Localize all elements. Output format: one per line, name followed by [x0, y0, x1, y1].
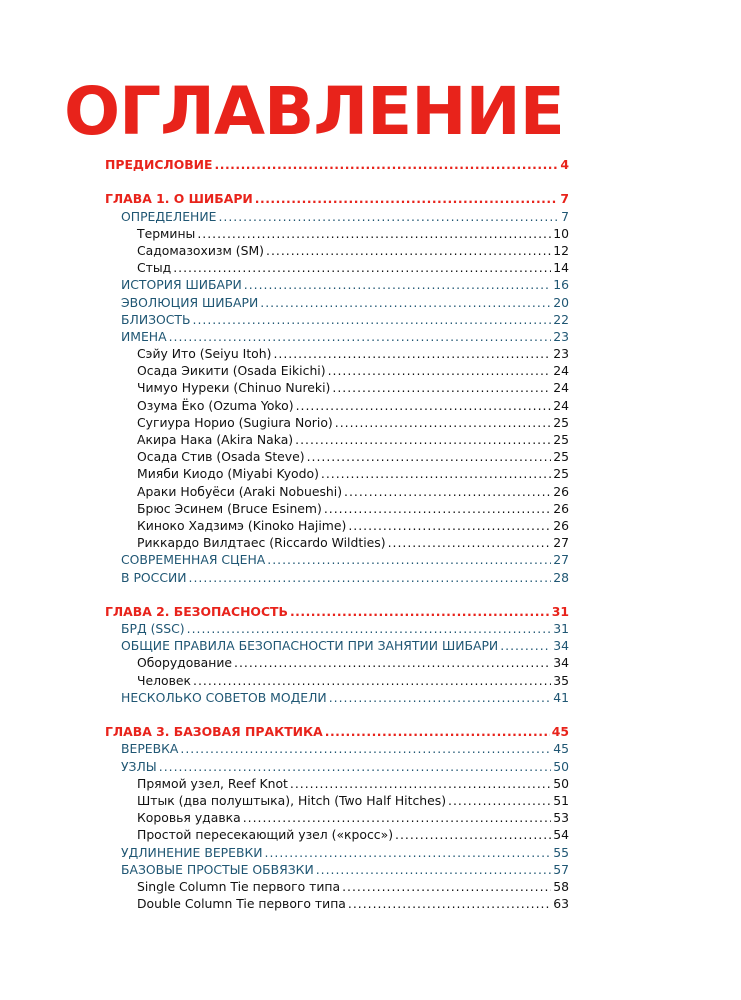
dot-leader: [218, 208, 559, 225]
dot-leader: [348, 895, 551, 912]
toc-page-number: 24: [553, 363, 569, 379]
toc-entry-title: Садомазохизм (SM): [137, 242, 264, 258]
dot-leader: [348, 517, 551, 534]
toc-entry-title: БАЗОВЫЕ ПРОСТЫЕ ОБВЯЗКИ: [121, 861, 314, 877]
toc-section[interactable]: [105, 689, 569, 706]
toc-entry-title: Прямой узел, Reef Knot: [137, 775, 288, 791]
toc-subsection[interactable]: [105, 654, 569, 671]
toc-entry-title: Сэйу Ито (Seiyu Itoh): [137, 346, 272, 362]
toc-section[interactable]: [105, 569, 569, 586]
toc-page-number: 51: [553, 792, 569, 808]
toc-page-number: 63: [553, 896, 569, 912]
toc-entry-title: ОПРЕДЕЛЕНИЕ: [121, 208, 217, 224]
toc-page-number: 10: [553, 225, 569, 241]
dot-leader: [296, 397, 552, 414]
toc-page-number: 31: [553, 621, 569, 637]
toc-entry-title: Риккардо Вилдтаес (Riccardo Wildties): [137, 535, 386, 551]
dot-leader: [189, 569, 552, 586]
toc-page-number: 45: [553, 741, 569, 757]
toc-section[interactable]: [105, 620, 569, 637]
toc-subsection[interactable]: [105, 534, 569, 551]
toc-entry-title: Киноко Хадзимэ (Kinoko Hajime): [137, 517, 347, 533]
toc-page-number: 20: [553, 294, 569, 310]
toc-section-definition[interactable]: [105, 208, 569, 225]
dot-leader: [342, 878, 551, 895]
toc-subsection[interactable]: [105, 362, 569, 379]
toc-section[interactable]: [105, 861, 569, 878]
toc-subsection[interactable]: [105, 517, 569, 534]
dot-leader: [329, 689, 552, 706]
toc-page-number: 4: [560, 157, 569, 172]
toc-page-number: 27: [553, 552, 569, 568]
toc-entry-title: Брюс Эсинем (Bruce Esinem): [137, 500, 322, 516]
dot-leader: [332, 379, 551, 396]
toc-subsection[interactable]: [105, 483, 569, 500]
toc-page-number: 45: [551, 724, 569, 740]
toc-page-number: 53: [553, 810, 569, 826]
toc-entry-title: ГЛАВА 3. БАЗОВАЯ ПРАКТИКА: [105, 724, 323, 740]
toc-page-number: 14: [553, 260, 569, 276]
toc-entry-title: ВЕРЕВКА: [121, 741, 179, 757]
toc-entry-title: БРД (SSC): [121, 621, 185, 637]
toc-page-number: 41: [553, 689, 569, 705]
toc-entry-title: Простой пересекающий узел («кросс»): [137, 827, 394, 843]
dot-leader: [316, 861, 552, 878]
dot-leader: [197, 225, 551, 242]
toc-subsection[interactable]: [105, 414, 569, 431]
dot-leader: [187, 620, 552, 637]
toc-page-number: 57: [553, 861, 569, 877]
dot-leader: [193, 311, 552, 328]
toc-page-number: 23: [553, 346, 569, 362]
toc-subsection[interactable]: [105, 895, 569, 912]
toc-entry-title: ОБЩИЕ ПРАВИЛА БЕЗОПАСНОСТИ ПРИ ЗАНЯТИИ ШИБАРИ: [121, 638, 499, 654]
dot-leader: [395, 826, 551, 843]
dot-leader: [290, 603, 550, 620]
table-of-contents: [105, 156, 569, 912]
toc-section[interactable]: [105, 844, 569, 861]
toc-page-number: 12: [553, 242, 569, 258]
toc-page-number: 7: [560, 191, 569, 207]
toc-page-number: 24: [553, 380, 569, 396]
toc-section[interactable]: [105, 551, 569, 568]
toc-page-number: 28: [553, 569, 569, 585]
toc-entry-preface[interactable]: [105, 156, 569, 173]
toc-page-number: 50: [553, 758, 569, 774]
toc-entry-title: Double Column Tie первого типа: [137, 896, 346, 912]
spacer: [105, 586, 569, 603]
dot-leader: [173, 259, 551, 276]
toc-entry-title: Акира Нака (Akira Naka): [137, 432, 294, 447]
dot-leader: [265, 844, 552, 861]
toc-entry-title: Мияби Киодо (Miyabi Kyodo): [137, 466, 319, 482]
toc-page-number: 34: [553, 655, 569, 671]
toc-entry-title: УЗЛЫ: [121, 758, 157, 774]
dot-leader: [388, 534, 552, 551]
toc-page-number: 24: [553, 397, 569, 413]
toc-subsection[interactable]: [105, 431, 569, 448]
toc-section[interactable]: [105, 276, 569, 293]
toc-entry-title: ПРЕДИСЛОВИЕ: [105, 157, 213, 172]
toc-entry-title: Осада Стив (Osada Steve): [137, 449, 305, 465]
dot-leader: [321, 465, 551, 482]
dot-leader: [180, 740, 551, 757]
dot-leader: [193, 672, 551, 689]
toc-subsection[interactable]: [105, 878, 569, 895]
toc-page-number: 27: [553, 535, 569, 551]
toc-subsection[interactable]: [105, 379, 569, 396]
toc-entry-title: Осада Эикити (Osada Eikichi): [137, 363, 326, 379]
toc-section[interactable]: [105, 294, 569, 311]
toc-chapter-2[interactable]: [105, 603, 569, 620]
toc-entry-title: Оборудование: [137, 655, 232, 671]
toc-entry-title: Озума Ёко (Ozuma Yoko): [137, 397, 294, 413]
toc-entry-title: Single Column Tie первого типа: [137, 878, 341, 894]
dot-leader: [324, 500, 551, 517]
dot-leader: [325, 723, 550, 740]
dot-leader: [328, 362, 552, 379]
toc-section[interactable]: [105, 328, 569, 345]
toc-page-number: 25: [553, 449, 569, 465]
dot-leader: [344, 483, 551, 500]
toc-page-number: 25: [553, 432, 569, 447]
toc-page-number: 34: [553, 638, 569, 654]
toc-subsection[interactable]: [105, 672, 569, 689]
toc-page-number: 31: [551, 603, 569, 619]
dot-leader: [307, 448, 552, 465]
toc-entry-title: ГЛАВА 1. О ШИБАРИ: [105, 191, 253, 207]
toc-page-number: 23: [553, 328, 569, 344]
toc-page-number: 50: [553, 775, 569, 791]
toc-page-number: 54: [553, 827, 569, 843]
toc-entry-title: Стыд: [137, 260, 172, 276]
toc-subsection[interactable]: [105, 448, 569, 465]
toc-section[interactable]: [105, 311, 569, 328]
toc-entry-title: Араки Нобуёси (Araki Nobueshi): [137, 483, 343, 499]
toc-page-number: 26: [553, 517, 569, 533]
dot-leader: [215, 156, 559, 173]
toc-subsection[interactable]: [105, 225, 569, 242]
toc-section[interactable]: [105, 740, 569, 757]
toc-entry-title: ИМЕНА: [121, 328, 167, 344]
toc-subsection[interactable]: [105, 500, 569, 517]
toc-entry-title: В РОССИИ: [121, 569, 187, 585]
toc-page-number: 55: [553, 844, 569, 860]
toc-section[interactable]: [105, 758, 569, 775]
dot-leader: [260, 294, 551, 311]
toc-entry-title: БЛИЗОСТЬ: [121, 311, 191, 327]
toc-entry-title: Коровья удавка: [137, 810, 241, 826]
dot-leader: [244, 276, 551, 293]
toc-subsection[interactable]: [105, 775, 569, 792]
dot-leader: [243, 809, 552, 826]
toc-subsection[interactable]: [105, 242, 569, 259]
toc-subsection[interactable]: [105, 809, 569, 826]
toc-subsection[interactable]: [105, 826, 569, 843]
toc-page-number: 22: [553, 311, 569, 327]
dot-leader: [448, 792, 551, 809]
toc-chapter-3[interactable]: [105, 723, 569, 740]
toc-page-number: 25: [553, 466, 569, 482]
dot-leader: [267, 551, 551, 568]
toc-page-number: 26: [553, 500, 569, 516]
dot-leader: [159, 758, 551, 775]
toc-chapter-1[interactable]: [105, 190, 569, 207]
toc-entry-title: НЕСКОЛЬКО СОВЕТОВ МОДЕЛИ: [121, 689, 327, 705]
toc-entry-title: ЭВОЛЮЦИЯ ШИБАРИ: [121, 294, 259, 310]
toc-page-number: 7: [561, 208, 569, 224]
page-title: ОГЛАВЛЕНИЕ: [64, 73, 564, 150]
toc-subsection[interactable]: [105, 397, 569, 414]
dot-leader: [295, 431, 551, 448]
toc-subsection[interactable]: [105, 465, 569, 482]
toc-entry-title: Чимуо Нуреки (Chinuo Nureki): [137, 380, 331, 396]
toc-entry-title: ГЛАВА 2. БЕЗОПАСНОСТЬ: [105, 603, 288, 619]
toc-page-number: 16: [553, 277, 569, 293]
dot-leader: [234, 654, 551, 671]
spacer: [105, 706, 569, 723]
toc-entry-title: ИСТОРИЯ ШИБАРИ: [121, 277, 242, 293]
toc-entry-title: Сугиура Норио (Sugiura Norio): [137, 414, 333, 430]
toc-page-number: 35: [553, 672, 569, 688]
dot-leader: [335, 414, 551, 431]
toc-entry-title: СОВРЕМЕННАЯ СЦЕНА: [121, 552, 266, 568]
toc-section[interactable]: [105, 637, 569, 654]
toc-page-number: 58: [553, 878, 569, 894]
toc-subsection[interactable]: [105, 259, 569, 276]
toc-entry-title: Человек: [137, 672, 192, 688]
toc-subsection[interactable]: [105, 345, 569, 362]
spacer: [105, 173, 569, 190]
toc-page-number: 26: [553, 483, 569, 499]
toc-entry-title: УДЛИНЕНИЕ ВЕРЕВКИ: [121, 844, 263, 860]
toc-entry-title: Штык (два полуштыка), Hitch (Two Half Hitches): [137, 792, 447, 808]
dot-leader: [290, 775, 551, 792]
toc-entry-title: Термины: [137, 225, 196, 241]
dot-leader: [266, 242, 551, 259]
dot-leader: [273, 345, 551, 362]
dot-leader: [255, 190, 559, 207]
dot-leader: [169, 328, 552, 345]
dot-leader: [500, 637, 551, 654]
toc-subsection[interactable]: [105, 792, 569, 809]
toc-page-number: 25: [553, 414, 569, 430]
